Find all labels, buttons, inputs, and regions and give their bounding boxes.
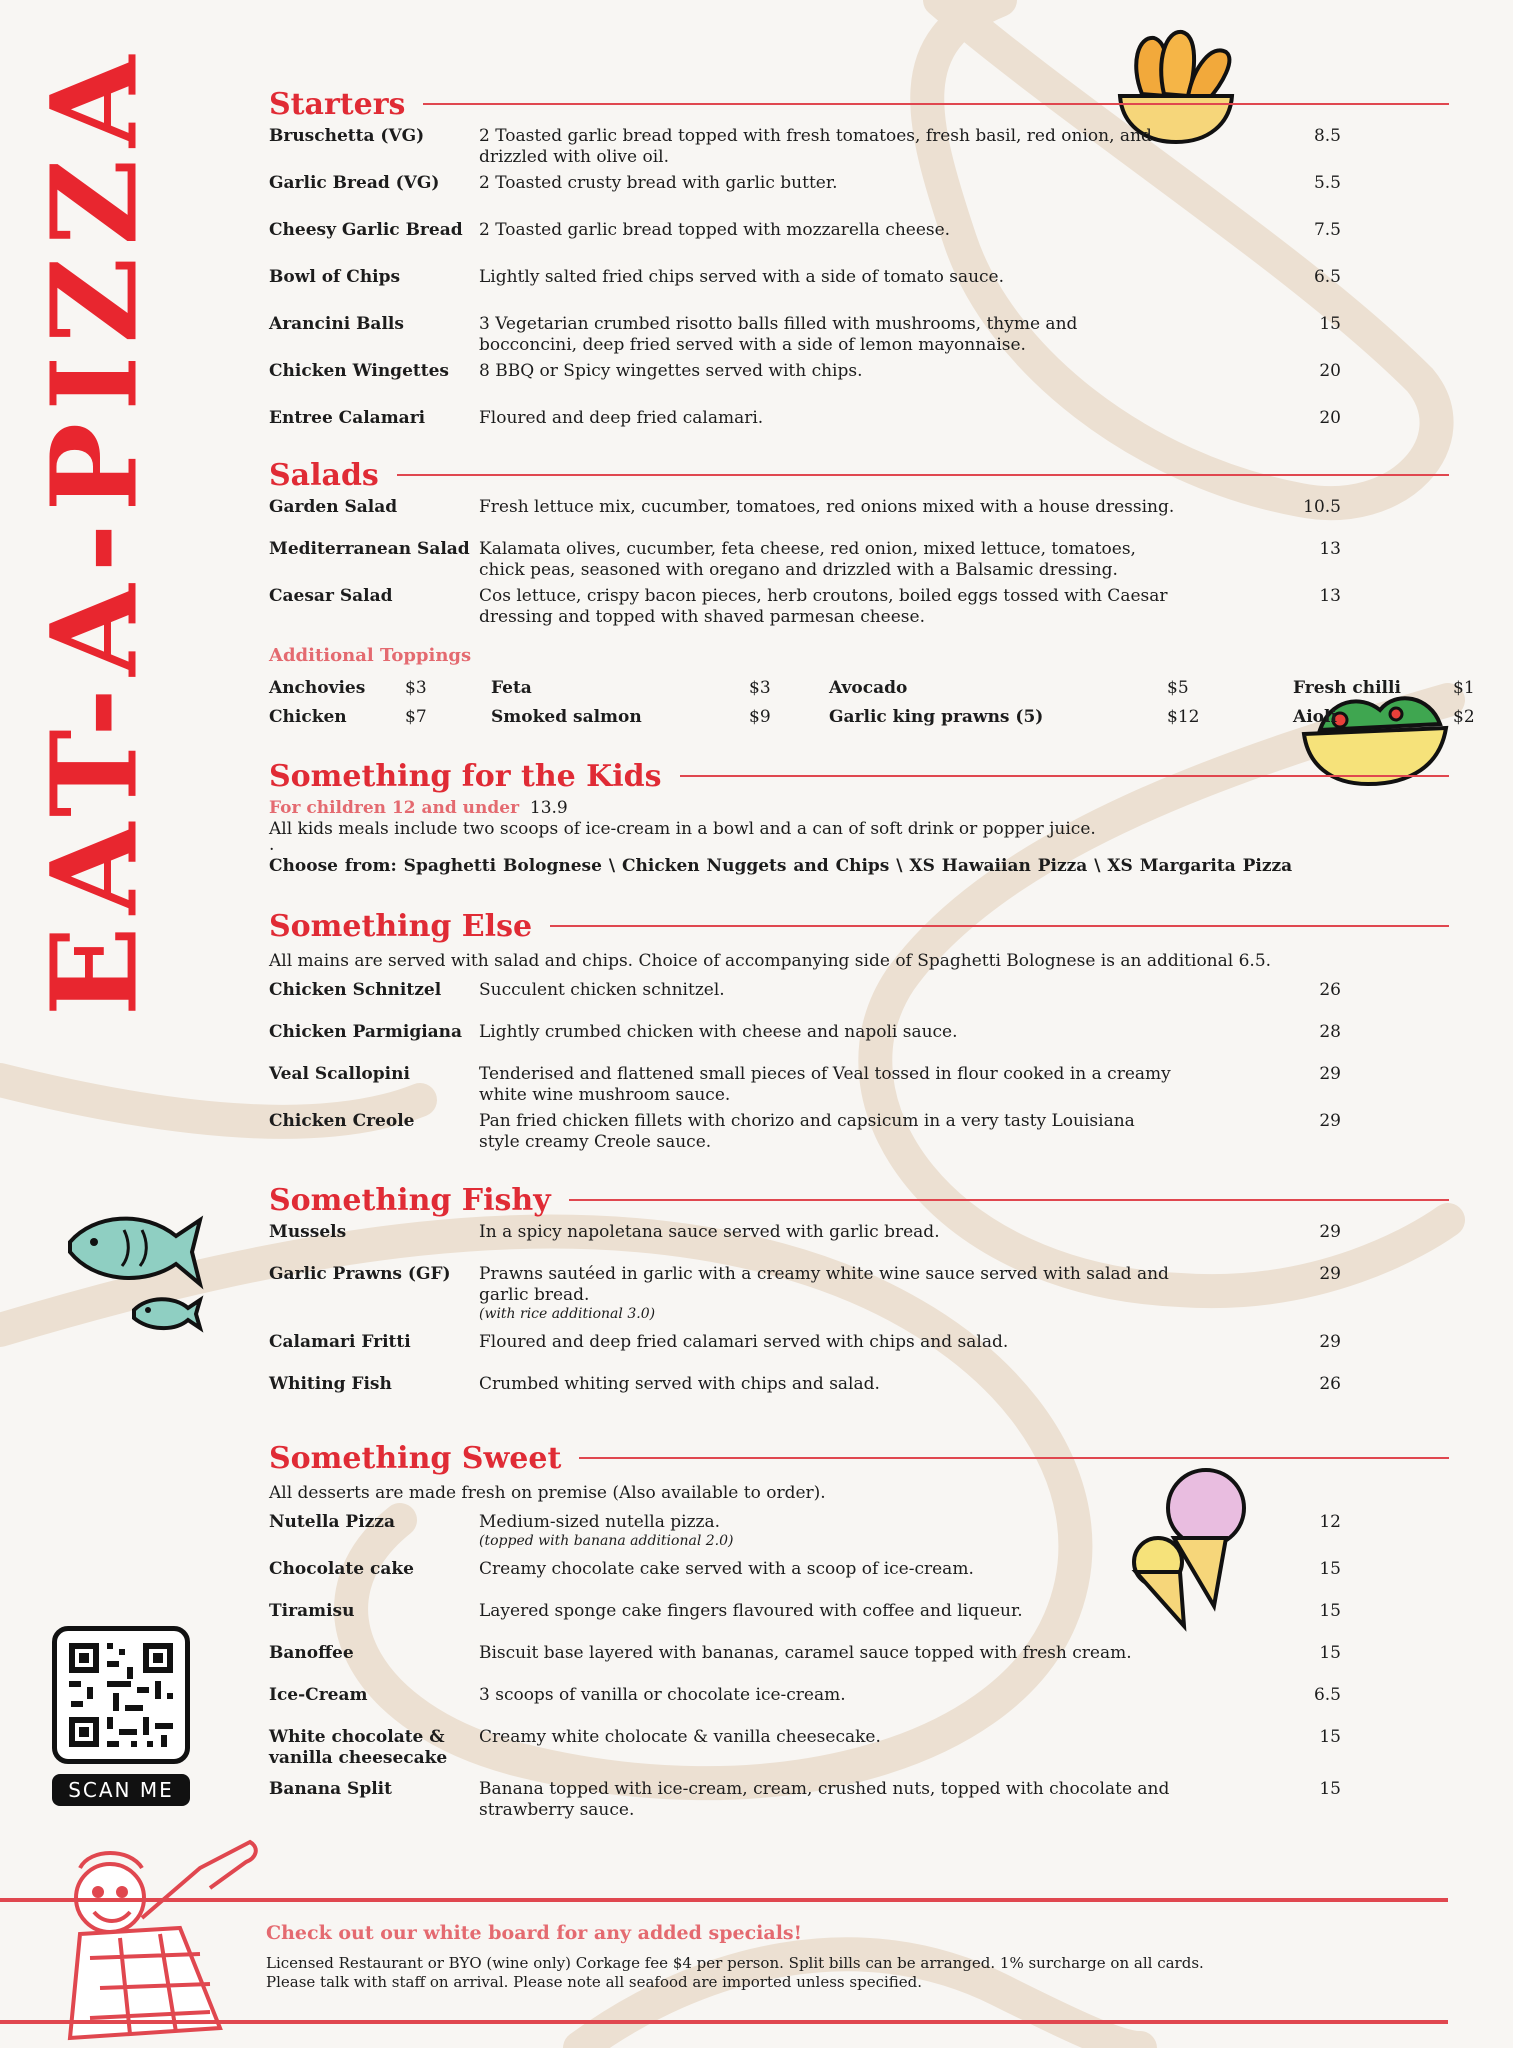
menu-item	[269, 1779, 1379, 1826]
section-title: Something Else	[269, 908, 533, 944]
topping-price: $3	[749, 678, 771, 698]
item-price: 15	[1319, 1559, 1341, 1579]
item-desc: Creamy white cholocate & vanilla cheesecake.	[479, 1727, 881, 1747]
item-price: 29	[1319, 1111, 1341, 1131]
item-note: (with rice additional 3.0)	[479, 1306, 656, 1322]
item-price: 15	[1319, 1779, 1341, 1799]
section-something-sweet	[269, 1436, 1379, 1826]
topping-name: Smoked salmon	[491, 707, 642, 727]
topping-name: Avocado	[829, 678, 908, 698]
item-price: 6.5	[1313, 267, 1341, 287]
kids-subtitle-row	[269, 798, 1379, 819]
item-price: 15	[1319, 1643, 1341, 1663]
item-name: Banana Split	[269, 1779, 392, 1799]
item-desc: 2 Toasted garlic bread topped with fresh tomatoes, fresh basil, red onion, and drizzled with olive oil.	[479, 126, 1152, 167]
divider	[397, 474, 1449, 476]
item-desc: Banana topped with ice-cream, cream, crushed nuts, topped with chocolate and strawberry sauce.	[479, 1779, 1170, 1820]
menu-item	[269, 1222, 1379, 1264]
section-title: Something Fishy	[269, 1182, 551, 1218]
menu-item	[269, 314, 1379, 361]
item-price: 6.5	[1313, 1685, 1341, 1705]
menu-item	[269, 220, 1379, 267]
kids-dot: .	[269, 835, 275, 855]
topping-name: Fresh chilli	[1293, 678, 1401, 698]
footer-line-1: Licensed Restaurant or BYO (wine only) Corkage fee $4 per person. Split bills can be arranged. 1% surcharge on all cards.	[266, 1954, 1204, 1972]
item-desc: Pan fried chicken fillets with chorizo and capsicum in a very tasty Louisiana style creamy Creole sauce.	[479, 1111, 1135, 1152]
item-price: 15	[1319, 1601, 1341, 1621]
item-desc: 8 BBQ or Spicy wingettes served with chips.	[479, 361, 863, 381]
item-price: 5.5	[1313, 173, 1341, 193]
item-name: Chicken Creole	[269, 1111, 415, 1131]
item-desc: Lightly crumbed chicken with cheese and napoli sauce.	[479, 1022, 958, 1042]
fish-icon	[64, 1200, 214, 1340]
item-price: 20	[1319, 408, 1341, 428]
topping-price: $2	[1453, 707, 1475, 727]
menu-item	[269, 1601, 1379, 1643]
item-price: 15	[1319, 1727, 1341, 1747]
item-price: 26	[1319, 1374, 1341, 1394]
topping-name: Feta	[491, 678, 532, 698]
topping-name: Aioli	[1293, 707, 1337, 727]
item-desc-block	[479, 1512, 1179, 1559]
menu-item	[269, 1512, 1379, 1559]
menu-content	[269, 82, 1475, 1826]
item-name: Chicken Wingettes	[269, 361, 449, 381]
item-name: Garlic Bread (VG)	[269, 173, 440, 193]
item-desc: In a spicy napoletana sauce served with garlic bread.	[479, 1222, 940, 1242]
item-desc: Layered sponge cake fingers flavoured with coffee and liqueur.	[479, 1601, 1023, 1621]
item-name: Ice-Cream	[269, 1685, 368, 1705]
divider	[569, 1199, 1449, 1201]
topping-name: Chicken	[269, 707, 347, 727]
item-price: 13	[1319, 586, 1341, 606]
menu-item	[269, 1643, 1379, 1685]
item-desc: Cos lettuce, crispy bacon pieces, herb croutons, boiled eggs tossed with Caesar dressing and topped with shaved parmesan cheese.	[479, 586, 1168, 627]
item-desc: 3 scoops of vanilla or chocolate ice-cream.	[479, 1685, 846, 1705]
topping-price: $3	[405, 678, 427, 698]
divider	[680, 775, 1449, 777]
item-name: Whiting Fish	[269, 1374, 392, 1394]
menu-item	[269, 1559, 1379, 1601]
toppings-title: Additional Toppings	[269, 645, 472, 666]
menu-item	[269, 1727, 1379, 1779]
section-something-else	[269, 904, 1379, 1158]
item-name: Veal Scallopini	[269, 1064, 410, 1084]
item-name: Mediterranean Salad	[269, 539, 470, 559]
menu-item	[269, 126, 1379, 173]
item-price: 29	[1319, 1332, 1341, 1352]
item-name: Entree Calamari	[269, 408, 426, 428]
topping-price: $7	[405, 707, 427, 727]
item-desc: 2 Toasted crusty bread with garlic butter.	[479, 173, 838, 193]
item-desc: Kalamata olives, cucumber, feta cheese, red onion, mixed lettuce, tomatoes, chick peas, seasoned with oregano and drizzled with a Balsamic dressing.	[479, 539, 1136, 580]
kids-price: 13.9	[529, 798, 568, 818]
footer-headline: Check out our white board for any added specials!	[266, 1922, 802, 1944]
menu-item	[269, 1111, 1379, 1158]
toppings-grid	[269, 674, 1475, 732]
item-desc: Medium-sized nutella pizza.	[479, 1512, 721, 1532]
item-desc-block	[479, 1264, 1179, 1332]
scan-me-label: SCAN ME	[52, 1774, 190, 1806]
item-desc: Prawns sautéed in garlic with a creamy white wine sauce served with salad and garlic bread.	[479, 1264, 1169, 1305]
item-price: 15	[1319, 314, 1341, 334]
kids-info: All kids meals include two scoops of ice-cream in a bowl and a can of soft drink or popper juice.	[269, 819, 1096, 839]
menu-item	[269, 267, 1379, 314]
menu-item	[269, 1264, 1379, 1332]
section-intro: All mains are served with salad and chips. Choice of accompanying side of Spaghetti Bolognese is an additional 6.5.	[269, 951, 1272, 971]
item-price: 29	[1319, 1222, 1341, 1242]
kids-subtitle: For children 12 and under	[269, 798, 520, 818]
brand-logo	[24, 30, 164, 1030]
section-title: Something Sweet	[269, 1440, 562, 1476]
item-name: Calamari Fritti	[269, 1332, 411, 1352]
topping-price: $9	[749, 707, 771, 727]
item-desc: 2 Toasted garlic bread topped with mozzarella cheese.	[479, 220, 951, 240]
menu-item	[269, 408, 1379, 455]
item-name: Mussels	[269, 1222, 347, 1242]
menu-item	[269, 497, 1379, 539]
item-desc: Floured and deep fried calamari served with chips and salad.	[479, 1332, 1009, 1352]
divider	[550, 925, 1449, 927]
item-name: Bruschetta (VG)	[269, 126, 425, 146]
topping-price: $1	[1453, 678, 1475, 698]
item-desc: Creamy chocolate cake served with a scoop of ice-cream.	[479, 1559, 974, 1579]
item-desc: 3 Vegetarian crumbed risotto balls filled with mushrooms, thyme and bocconcini, deep fried served with a side of lemon mayonnaise.	[479, 314, 1078, 355]
divider	[579, 1457, 1449, 1459]
item-name: Chicken Parmigiana	[269, 1022, 463, 1042]
menu-item	[269, 539, 1379, 586]
item-name: Cheesy Garlic Bread	[269, 220, 463, 240]
menu-item	[269, 1064, 1379, 1111]
menu-item	[269, 1685, 1379, 1727]
item-name: White chocolate & vanilla cheesecake	[269, 1727, 448, 1768]
item-name: Chicken Schnitzel	[269, 980, 442, 1000]
item-name: Nutella Pizza	[269, 1512, 395, 1532]
section-kids	[269, 754, 1379, 876]
menu-item	[269, 173, 1379, 220]
section-title: Starters	[269, 86, 406, 122]
item-price: 28	[1319, 1022, 1341, 1042]
menu-item	[269, 1332, 1379, 1374]
item-name: Caesar Salad	[269, 586, 393, 606]
divider	[423, 103, 1449, 105]
item-desc: Floured and deep fried calamari.	[479, 408, 764, 428]
item-name: Tiramisu	[269, 1601, 355, 1621]
qr-pattern-icon	[57, 1631, 185, 1759]
menu-item	[269, 980, 1379, 1022]
item-name: Arancini Balls	[269, 314, 404, 334]
item-desc: Tenderised and flattened small pieces of Veal tossed in flour cooked in a creamy white wine mushroom sauce.	[479, 1064, 1171, 1105]
topping-price: $5	[1167, 678, 1189, 698]
item-name: Garlic Prawns (GF)	[269, 1264, 451, 1284]
item-name: Chocolate cake	[269, 1559, 414, 1579]
item-name: Garden Salad	[269, 497, 398, 517]
footer	[0, 1898, 1448, 2024]
menu-item	[269, 586, 1379, 633]
item-price: 20	[1319, 361, 1341, 381]
topping-name: Garlic king prawns (5)	[829, 707, 1044, 727]
item-desc: Crumbed whiting served with chips and salad.	[479, 1374, 880, 1394]
section-salads	[269, 453, 1475, 732]
item-price: 7.5	[1313, 220, 1341, 240]
qr-code[interactable]	[52, 1626, 190, 1764]
item-note: (topped with banana additional 2.0)	[479, 1533, 734, 1549]
item-price: 13	[1319, 539, 1341, 559]
item-name: Bowl of Chips	[269, 267, 401, 287]
kids-choices: Choose from: Spaghetti Bolognese \ Chicken Nuggets and Chips \ XS Hawaiian Pizza \ XS Margarita Pizza	[269, 856, 1293, 876]
item-name: Banoffee	[269, 1643, 354, 1663]
item-price: 26	[1319, 980, 1341, 1000]
brand-title: EAT-A-PIZZA	[24, 43, 164, 1017]
section-intro: All desserts are made fresh on premise (Also available to order).	[269, 1483, 826, 1503]
menu-item	[269, 1022, 1379, 1064]
footer-line-2: Please talk with staff on arrival. Please note all seafood are imported unless specified.	[266, 1973, 923, 1991]
section-title: Salads	[269, 457, 379, 493]
item-desc: Succulent chicken schnitzel.	[479, 980, 725, 1000]
item-price: 10.5	[1303, 497, 1341, 517]
topping-price: $12	[1167, 707, 1200, 727]
menu-item	[269, 361, 1379, 408]
item-desc: Fresh lettuce mix, cucumber, tomatoes, red onions mixed with a house dressing.	[479, 497, 1175, 517]
item-price: 12	[1319, 1512, 1341, 1532]
item-desc: Lightly salted fried chips served with a side of tomato sauce.	[479, 267, 1005, 287]
item-price: 29	[1319, 1264, 1341, 1284]
topping-name: Anchovies	[269, 678, 366, 698]
item-desc: Biscuit base layered with bananas, caramel sauce topped with fresh cream.	[479, 1643, 1132, 1663]
item-price: 8.5	[1313, 126, 1341, 146]
section-starters	[269, 82, 1379, 455]
menu-item	[269, 1374, 1379, 1416]
section-something-fishy	[269, 1178, 1379, 1416]
item-price: 29	[1319, 1064, 1341, 1084]
section-title: Something for the Kids	[269, 758, 662, 794]
